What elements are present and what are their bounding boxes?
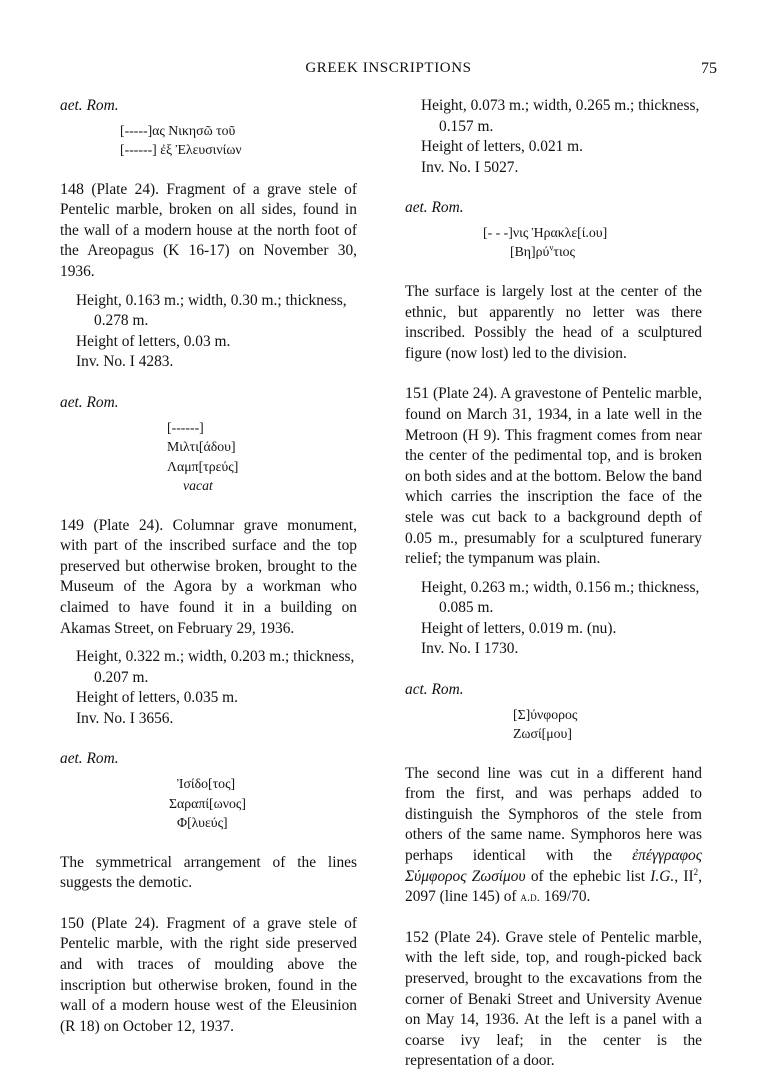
running-title: GREEK INSCRIPTIONS: [305, 60, 472, 76]
entry-text: (Plate 24). Fragment of a grave stele of Pentelic marble, with the right side preserved and with traces of moulding above the inscription but otherwise broken, found in the wall of a modern house west of the Eleusinion (R 18) on October 12, 1937.: [60, 914, 357, 1035]
entry-number: 150: [60, 914, 84, 932]
entry-150: [60, 914, 357, 1038]
page-number: 75: [701, 60, 717, 77]
thickness: 0.207 m.: [94, 668, 149, 686]
date-line: aet. Rom.: [60, 393, 119, 411]
entry-151: [405, 384, 702, 569]
entry-149: [60, 516, 357, 640]
date-line: aet. Rom.: [60, 97, 119, 114]
commentary-text: , 2097 (line 145) of: [405, 867, 702, 906]
commentary-text: The second line was cut in a different hand from the first, and was perhaps added to distinguish the Symphoros of the stele from others of the same name. Symphoros here was perhaps identical with the: [405, 764, 702, 865]
measurements-150: [421, 96, 702, 178]
inscription-line: Ζωσί[μου]: [513, 726, 572, 742]
entry-text: (Plate 24). Grave stele of Pentelic marble, with the left side, top, and rough-picked back preserved, brought to the excavations from the corner of Benaki Street and University Avenue on May 14, 1936. At the left is a panel with a coarse ivy leaf; in the center is the representation of a door.: [405, 928, 702, 1070]
date-line: aet. Rom.: [60, 750, 119, 768]
dimensions: Height, 0.163 m.; width, 0.30 m.; thickness,: [76, 291, 347, 309]
entry-text: (Plate 24). Fragment of a grave stele of Pentelic marble, broken on all sides, found in the wall of a modern house at the north foot of the Areopagus (K 16-17) on November 30, 1936.: [60, 180, 357, 280]
inscription-line: [483, 242, 702, 262]
commentary-text: of the ephebic list: [525, 867, 651, 885]
commentary-text: , II: [674, 867, 694, 885]
left-column: [60, 96, 357, 1045]
inscription-148: [60, 418, 357, 496]
measurements-148: [76, 291, 357, 373]
inventory-number: Inv. No. I 1730.: [421, 640, 519, 658]
commentary-150: The surface is largely lost at the center of the ethnic, but apparently no letter was there inscribed. Possibly the head of a sculptured figure (now lost) led to the division.: [405, 282, 702, 362]
entry-text: (Plate 24). A gravestone of Pentelic marble, found on March 31, 1934, in a late well in the Metroon (H 9). This fragment comes from near the center of the pedimental top, and is broken on both sides and at the bottom. Below the band which carries the inscription the face of the stele was cut back to a background depth of 0.05 m., presumably for a sculptured funerary relief; the tympanum was plain.: [405, 385, 702, 568]
entry-148: [60, 180, 357, 283]
dimensions: Height, 0.263 m.; width, 0.156 m.; thickness,: [421, 578, 700, 596]
commentary-151: [405, 764, 702, 908]
entry-number: 149: [60, 516, 84, 534]
entry-text: (Plate 24). Columnar grave monument, with part of the inscribed surface and the top preserved but otherwise broken, brought to the Museum of the Agora by a workman who claimed to have found it in a building on Akamas Street, on February 29, 1936.: [60, 516, 357, 637]
inscription-superscript: ν: [549, 242, 554, 253]
letter-height: Height of letters, 0.035 m.: [76, 689, 238, 707]
entry-152: [405, 928, 702, 1072]
page-header: [0, 60, 777, 84]
vacat-note: vacat: [183, 478, 213, 494]
inscription-line: [Σ]ύνφορος: [513, 706, 578, 722]
inscription-151: [405, 705, 702, 744]
thickness: 0.157 m.: [439, 117, 494, 135]
source-abbreviation: I.G.: [650, 867, 675, 885]
greek-citation: ἐπέγγραφος Σύμφορος Ζωσίμου: [405, 847, 702, 885]
letter-height: Height of letters, 0.03 m.: [76, 332, 231, 350]
inscription-line: [-----]ας Νικησῶ τοῦ: [120, 122, 236, 138]
edition-superscript: 2: [693, 866, 699, 877]
entry-number: 151: [405, 385, 429, 403]
inscription-150: [405, 223, 702, 262]
right-column: [405, 96, 702, 1080]
dimensions: Height, 0.322 m.; width, 0.203 m.; thickness,: [76, 648, 355, 666]
inscription-147: [60, 121, 357, 160]
date-line: act. Rom.: [405, 681, 464, 699]
thickness: 0.278 m.: [94, 312, 149, 330]
measurements-151: [421, 578, 702, 660]
entry-number: 152: [405, 928, 429, 946]
commentary-149: The symmetrical arrangement of the lines suggests the demotic.: [60, 853, 357, 892]
inscription-line: [------]: [167, 419, 204, 435]
inscription-line: [- - -]νις Ἡρακλε[ί.ου]: [483, 224, 608, 240]
letter-height: Height of letters, 0.021 m.: [421, 138, 583, 156]
inventory-number: Inv. No. I 4283.: [76, 353, 174, 371]
commentary-text: 169/70.: [539, 888, 591, 906]
era-abbreviation: a.d.: [520, 889, 540, 905]
inscription-line: [------] ἐξ Ἐλευσινίων: [120, 142, 242, 158]
dimensions: Height, 0.073 m.; width, 0.265 m.; thickness,: [421, 97, 700, 114]
inscription-line: Μιλτι[άδου]: [167, 439, 236, 455]
thickness: 0.085 m.: [439, 599, 494, 617]
measurements-149: [76, 647, 357, 729]
letter-height: Height of letters, 0.019 m. (nu).: [421, 619, 617, 637]
inventory-number: Inv. No. I 5027.: [421, 158, 519, 176]
inscription-line: Φ[λυεύς]: [177, 815, 228, 831]
inscription-149: [60, 774, 357, 833]
inscription-line: Ἰσίδο[τος]: [177, 776, 236, 792]
date-line: aet. Rom.: [405, 199, 464, 217]
inscription-text: [Βη]ρύ: [510, 244, 550, 260]
inscription-line: Λαμπ[τρεύς]: [167, 458, 239, 474]
entry-number: 148: [60, 180, 84, 198]
inventory-number: Inv. No. I 3656.: [76, 709, 174, 727]
inscription-line: Σαραπί[ωνος]: [169, 795, 246, 811]
inscription-text: τιος: [553, 244, 576, 260]
